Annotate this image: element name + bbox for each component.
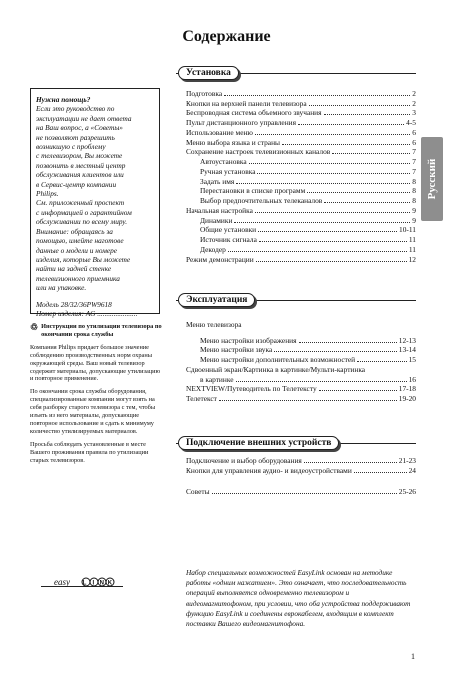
toc-entry [186, 345, 416, 355]
toc-entry [186, 117, 416, 127]
toc-leader-dots [319, 390, 397, 391]
toc-entry-page: 12-13 [398, 335, 416, 345]
toc-entry-page: 9 [412, 205, 416, 215]
toc-entry-label: Автоустановка [200, 157, 247, 166]
toc-entry-label: Телетекст [186, 394, 217, 403]
help-line: помощью, имейте наготове [36, 236, 124, 246]
toc-entry [186, 88, 416, 98]
toc-entry-page: 15 [408, 355, 416, 364]
help-box [30, 88, 160, 318]
toc-leader-dots [304, 462, 397, 463]
toc-leader-dots [255, 134, 410, 135]
disposal-paragraph: Просьба соблюдать установленные в месте Вашего проживания правила по утилизации старых телевизоров. [30, 440, 149, 464]
toc-entry-page: 2 [412, 88, 416, 98]
toc-entry-label: Кнопки на верхней панели телевизора [186, 98, 307, 108]
toc-connections [186, 455, 416, 496]
toc-entry-label: Общие установки [200, 225, 257, 235]
svg-text:easy: easy [54, 577, 70, 587]
toc-entry-page: 6 [412, 137, 416, 147]
help-line: См. приложенный проспект [36, 198, 125, 208]
toc-entry [186, 147, 416, 157]
toc-entry-label: Ручная установка [200, 166, 256, 176]
toc-entry [186, 384, 416, 394]
recycle-icon: ♲ [30, 322, 39, 332]
help-line: с телевизором, Вы можете [36, 151, 123, 161]
toc-entry-label: Динамики [200, 215, 233, 225]
svg-text:L: L [82, 580, 87, 587]
help-line: обслуживании по всему миру. [36, 217, 128, 227]
toc-entry [186, 455, 416, 465]
toc-entry-label: Источник сигнала [200, 235, 257, 244]
toc-leader-dots [309, 105, 411, 106]
help-line: с информацией о гарантийном [36, 207, 132, 217]
help-line: в Сервис-центр компании [36, 179, 117, 189]
toc-entry [186, 393, 416, 403]
toc-entry [186, 215, 416, 225]
toc-entry-label: Задать имя [200, 176, 235, 186]
toc-entry-label: Начальная настройка [186, 205, 253, 215]
toc-entry-page: 25-26 [398, 487, 416, 497]
toc-leader-dots [274, 351, 396, 352]
toc-entry [186, 166, 416, 176]
toc-entry-label: Меню выбора языка и страны [186, 137, 281, 147]
help-line: телевизионного приемника [36, 273, 120, 283]
toc-leader-dots [212, 493, 397, 494]
toc-entry-page: 11 [408, 235, 416, 244]
toc-entry [186, 137, 416, 147]
toc-entry [186, 354, 416, 364]
toc-entry-page: 19-20 [398, 394, 416, 403]
toc-entry-label: Кнопки для управления аудио- и видеоустройствами [186, 465, 352, 475]
toc-entry-page: 9 [412, 215, 416, 225]
disposal-paragraph: Компания Philips придает большое значение соблюдению производственных норм охраны окружающей среды. Ваш новый телевизор содержит материалы, допускающие утилизацию и повторное применение. [30, 343, 161, 383]
toc-entry-label: Перестановки в списке программ [200, 186, 306, 196]
toc-leader-dots [236, 381, 407, 382]
toc-entry-label: Сдвоенный экран/Картинка в картинке/Мульти-картинка [186, 364, 366, 374]
page-number: 1 [411, 652, 415, 661]
toc-leader-dots [324, 202, 410, 203]
toc-leader-dots [234, 222, 410, 223]
toc-entry-label: Режим демонстрации [186, 254, 254, 264]
toc-entry [186, 244, 416, 254]
toc-entry [186, 186, 416, 196]
toc-entry-page: 7 [412, 147, 416, 157]
toc-entry-page: 21-23 [398, 455, 416, 465]
help-text [36, 104, 154, 292]
toc-installation [186, 88, 416, 264]
toc-entry-page: 11 [408, 244, 416, 254]
toc-entry-label: Пульт дистанционного управления [186, 118, 297, 127]
toc-leader-dots [282, 144, 410, 145]
toc-leader-dots [228, 251, 407, 252]
help-line: обслуживания клиентов или [36, 170, 124, 180]
toc-entry-page: 12 [408, 254, 416, 264]
toc-leader-dots [219, 400, 397, 401]
toc-entry-page: 24 [408, 465, 416, 475]
toc-entry-label: Выбор предпочтительных телеканалов [200, 196, 323, 205]
easylink-note: Набор специальных возможностей EasyLink основан на методике работы «одним нажатием». Это означает, что последовательность операций выполняется одновременно телевизором и видеомагнитофоном, при условии, что оба устройства поддерживают функцию EasyLink и соединены еврокабелем, входящим в комплект поставки Вашего видеомагнитофона. [186, 568, 411, 629]
section-heading-installation: Установка [178, 66, 239, 80]
toc-entry [186, 156, 416, 166]
help-line: изделия, которые Вы можете [36, 254, 131, 264]
toc-entry [186, 487, 416, 497]
toc-entry-page: 16 [408, 374, 416, 384]
toc-entry [186, 195, 416, 205]
disposal-paragraph: По окончании срока службы оборудования, специализированные компании могут взять на себя разборку старого телевизора с тем, чтобы изъять из него материалы, допускающие повторное использование и сдать к минимуму количество утилизируемых материалов. [30, 388, 156, 435]
toc-entry [186, 225, 416, 235]
toc-entry [186, 98, 416, 108]
help-line: или на упаковке. [36, 283, 87, 293]
toc-entry-page: 3 [412, 108, 416, 118]
help-line: эксплуатации не дает ответа [36, 113, 132, 123]
toc-entry [186, 319, 416, 329]
toc-leader-dots [324, 114, 411, 115]
toc-entry [186, 254, 416, 264]
toc-entry-page: 8 [412, 176, 416, 186]
toc-leader-dots [256, 261, 407, 262]
toc-entry-label: Использование меню [186, 127, 253, 137]
toc-leader-dots [354, 472, 407, 473]
toc-entry-label: Меню телевизора [186, 319, 242, 329]
section-heading-operation: Эксплуатация [178, 293, 255, 307]
svg-text:K: K [107, 580, 113, 587]
toc-leader-dots [307, 192, 410, 193]
page-title: Содержание [182, 28, 271, 45]
toc-entry-page: 2 [412, 98, 416, 108]
toc-entry-page: 10-11 [399, 225, 416, 235]
help-line: Philips. [36, 189, 59, 199]
help-line: на Ваш вопрос, а «Советы» [36, 123, 123, 133]
toc-entry-label: в картинке [200, 374, 234, 384]
toc-entry-label: Меню настройки звука [200, 345, 273, 355]
toc-entry [186, 176, 416, 186]
toc-operation [186, 319, 416, 403]
disposal-heading: Инструкции по утилизации телевизора по окончании срока службы [41, 323, 162, 338]
toc-leader-dots [299, 342, 397, 343]
toc-entry-label: Меню настройки изображения [200, 335, 297, 345]
toc-leader-dots [224, 95, 410, 96]
toc-entry [186, 108, 416, 118]
toc-entry [186, 475, 416, 487]
help-line: найти на задней стенке [36, 264, 112, 274]
help-heading: Нужна помощь? [36, 95, 91, 104]
toc-entry-label: Сохранение настроек телевизионных каналов [186, 147, 331, 157]
toc-entry-page: 8 [412, 196, 416, 205]
language-tab-label: Русский [426, 158, 438, 200]
toc-entry-page: 4-5 [406, 118, 416, 127]
svg-text:I: I [92, 580, 95, 587]
section-heading-connections: Подключение внешних устройств [178, 436, 339, 450]
toc-entry-page: 6 [412, 127, 416, 137]
toc-leader-dots [249, 163, 411, 164]
toc-leader-dots [298, 124, 404, 125]
toc-leader-dots [236, 183, 410, 184]
toc-leader-dots [258, 231, 397, 232]
toc-entry-label: Декодер [200, 244, 226, 254]
toc-entry-label: Меню настройки дополнительных возможностей [200, 355, 356, 364]
help-line: данные о модели и номере [36, 245, 118, 255]
toc-entry-page: 7 [412, 166, 416, 176]
toc-entry [186, 234, 416, 244]
model-line: Модель 28/32/36PW9618 [36, 299, 112, 309]
toc-entry [186, 335, 416, 345]
toc-entry [186, 364, 416, 374]
toc-leader-dots [255, 212, 410, 213]
toc-entry-label: Подключение и выбор оборудования [186, 455, 302, 465]
toc-entry [186, 374, 416, 384]
toc-leader-dots [259, 241, 407, 242]
toc-entry-label: Советы [186, 487, 210, 497]
toc-entry [186, 205, 416, 215]
toc-entry-label: Беспроводная система объемного звучания [186, 108, 322, 118]
svg-text:N: N [99, 580, 104, 587]
language-tab [421, 137, 443, 221]
toc-entry-label: Подготовка [186, 88, 223, 98]
toc-entry-page: 8 [412, 186, 416, 196]
help-line: Если это руководство по [36, 104, 115, 114]
toc-leader-dots [357, 361, 406, 362]
toc-entry [186, 127, 416, 137]
toc-leader-dots [332, 153, 410, 154]
toc-entry-page: 13-14 [398, 345, 416, 355]
easylink-logo [40, 574, 124, 598]
help-line: не позволяют разрешить [36, 132, 115, 142]
help-line: возникшую с проблему [36, 142, 106, 152]
help-line: Внимание: обращаясь за [36, 226, 113, 236]
product-number-line: Номер изделия: AG ...................... [36, 308, 138, 318]
toc-entry [186, 465, 416, 475]
toc-entry-label: NEXTVIEW/Путеводитель по Телетексту [186, 384, 317, 394]
toc-entry-page: 7 [412, 157, 416, 166]
toc-entry-page: 17-18 [398, 384, 416, 394]
help-line: позвонить в местный центр [36, 160, 126, 170]
disposal-instructions [30, 323, 162, 470]
toc-leader-dots [257, 173, 410, 174]
